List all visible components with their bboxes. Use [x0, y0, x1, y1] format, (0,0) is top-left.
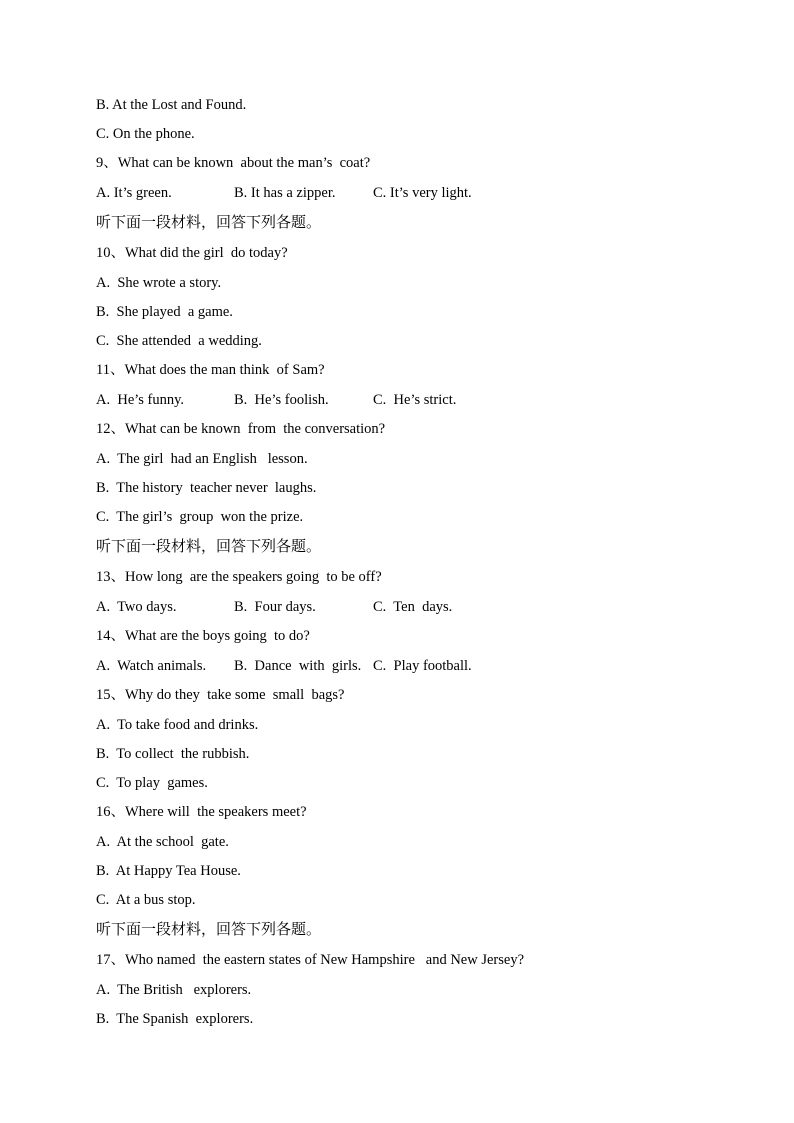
option-text: B. At the Lost and Found.: [96, 97, 247, 113]
options-row: [96, 183, 736, 212]
question-12: 12、What can be known from the conversation?: [96, 421, 386, 437]
option-text: A. At the school gate.: [96, 834, 229, 850]
option-text: C. He’s strict.: [373, 392, 457, 408]
section-instruction: 听下面一段材料，回答下列各题。: [96, 213, 322, 231]
question-16: 16、Where will the speakers meet?: [96, 804, 307, 820]
option-text: B. Dance with girls.: [234, 658, 362, 674]
question-17: 17、Who named the eastern states of New Hampshire and New Jersey?: [96, 952, 525, 968]
option-text: B. The history teacher never laughs.: [96, 480, 317, 496]
question-list: [96, 95, 736, 1038]
option-text: A. To take food and drinks.: [96, 717, 259, 733]
options-row: [96, 597, 736, 626]
options-row: [96, 656, 736, 685]
question-15: 15、Why do they take some small bags?: [96, 687, 345, 703]
option-text: A. The British explorers.: [96, 982, 252, 998]
question-11: 11、What does the man think of Sam?: [96, 362, 325, 378]
option-text: B. It has a zipper.: [234, 185, 336, 201]
option-text: C. On the phone.: [96, 126, 195, 142]
option-text: C. She attended a wedding.: [96, 333, 262, 349]
option-text: A. She wrote a story.: [96, 275, 222, 291]
option-text: B. At Happy Tea House.: [96, 863, 241, 879]
question-14: 14、What are the boys going to do?: [96, 628, 310, 644]
option-text: A. It’s green.: [96, 185, 172, 201]
question-10: 10、What did the girl do today?: [96, 245, 288, 261]
option-text: C. At a bus stop.: [96, 892, 196, 908]
option-text: B. Four days.: [234, 599, 316, 615]
section-instruction: 听下面一段材料，回答下列各题。: [96, 920, 322, 938]
option-text: C. It’s very light.: [373, 185, 472, 201]
option-text: B. To collect the rubbish.: [96, 746, 250, 762]
option-text: B. The Spanish explorers.: [96, 1011, 254, 1027]
section-instruction: 听下面一段材料，回答下列各题。: [96, 537, 322, 555]
option-text: B. She played a game.: [96, 304, 233, 320]
option-text: C. Play football.: [373, 658, 472, 674]
option-text: B. He’s foolish.: [234, 392, 329, 408]
option-text: A. Two days.: [96, 599, 177, 615]
option-text: A. The girl had an English lesson.: [96, 451, 308, 467]
option-text: C. Ten days.: [373, 599, 453, 615]
option-text: C. To play games.: [96, 775, 208, 791]
option-text: A. Watch animals.: [96, 658, 207, 674]
options-row: [96, 390, 736, 419]
option-text: C. The girl’s group won the prize.: [96, 509, 304, 525]
question-9: 9、What can be known about the man’s coat?: [96, 155, 371, 171]
question-13: 13、How long are the speakers going to be off?: [96, 569, 382, 585]
option-text: A. He’s funny.: [96, 392, 185, 408]
